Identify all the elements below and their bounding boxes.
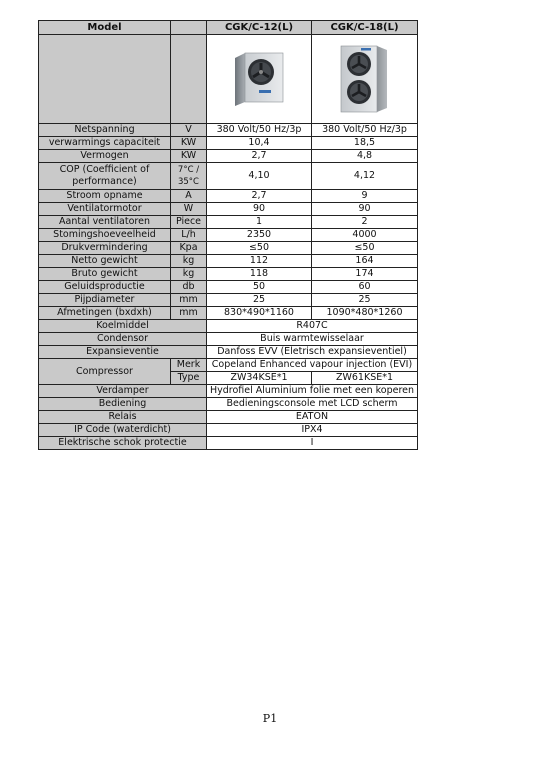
unit-stroom: A <box>171 190 207 203</box>
value-18: 380 Volt/50 Hz/3p <box>312 124 418 137</box>
value-type-12: ZW34KSE*1 <box>207 372 312 385</box>
label-geluid: Geluidsproductie <box>39 281 171 294</box>
value-18: 174 <box>312 268 418 281</box>
row-geluid <box>39 281 418 294</box>
row-netspanning <box>39 124 418 137</box>
row-vermogen <box>39 150 418 163</box>
row-stoming <box>39 229 418 242</box>
image-cell-18 <box>312 35 418 124</box>
unit-netspanning: V <box>171 124 207 137</box>
value-12: ≤50 <box>207 242 312 255</box>
label-bediening: Bediening <box>39 398 207 411</box>
row-bruto <box>39 268 418 281</box>
value-18: 1090*480*1260 <box>312 307 418 320</box>
row-bediening <box>39 398 418 411</box>
image-unit-cell <box>171 35 207 124</box>
value-bediening: Bedieningsconsole met LCD scherm <box>207 398 418 411</box>
value-relais: EATON <box>207 411 418 424</box>
unit-merk: Merk <box>171 359 207 372</box>
value-type-18: ZW61KSE*1 <box>312 372 418 385</box>
row-pijp <box>39 294 418 307</box>
label-koelmiddel: Koelmiddel <box>39 320 207 333</box>
row-netto <box>39 255 418 268</box>
label-netspanning: Netspanning <box>39 124 171 137</box>
row-condensor <box>39 333 418 346</box>
value-18: 4,8 <box>312 150 418 163</box>
value-12: 10,4 <box>207 137 312 150</box>
label-expansieventie: Expansieventie <box>39 346 207 359</box>
heat-pump-18-image <box>337 42 393 116</box>
label-verdamper: Verdamper <box>39 385 207 398</box>
row-koelmiddel <box>39 320 418 333</box>
value-18: 4,12 <box>312 163 418 190</box>
unit-type: Type <box>171 372 207 385</box>
value-18: 90 <box>312 203 418 216</box>
label-ventilatoren: Aantal ventilatoren <box>39 216 171 229</box>
label-schok: Elektrische schok protectie <box>39 437 207 450</box>
value-expansieventie: Danfoss EVV (Eletrisch expansieventiel) <box>207 346 418 359</box>
value-koelmiddel: R407C <box>207 320 418 333</box>
value-18: ≤50 <box>312 242 418 255</box>
value-merk: Copeland Enhanced vapour injection (EVI) <box>207 359 418 372</box>
label-stroom: Stroom opname <box>39 190 171 203</box>
value-12: 25 <box>207 294 312 307</box>
header-model: Model <box>39 21 171 35</box>
value-12: 118 <box>207 268 312 281</box>
label-ipcode: IP Code (waterdicht) <box>39 424 207 437</box>
header-unit <box>171 21 207 35</box>
label-afmetingen: Afmetingen (bxdxh) <box>39 307 171 320</box>
value-18: 164 <box>312 255 418 268</box>
value-schok: I <box>207 437 418 450</box>
unit-cop: 7°C / 35°C <box>171 163 207 190</box>
value-12: 1 <box>207 216 312 229</box>
value-12: 90 <box>207 203 312 216</box>
unit-vermogen: KW <box>171 150 207 163</box>
row-capaciteit <box>39 137 418 150</box>
label-condensor: Condensor <box>39 333 207 346</box>
image-label-cell <box>39 35 171 124</box>
unit-pijp: mm <box>171 294 207 307</box>
value-12: 2,7 <box>207 190 312 203</box>
unit-capaciteit: KW <box>171 137 207 150</box>
label-bruto: Bruto gewicht <box>39 268 171 281</box>
unit-netto: kg <box>171 255 207 268</box>
value-12: 4,10 <box>207 163 312 190</box>
label-ventilatormotor: Ventilatormotor <box>39 203 171 216</box>
value-18: 2 <box>312 216 418 229</box>
page-number: P1 <box>262 712 278 725</box>
value-12: 2350 <box>207 229 312 242</box>
row-relais <box>39 411 418 424</box>
value-ipcode: IPX4 <box>207 424 418 437</box>
label-druk: Drukvermindering <box>39 242 171 255</box>
label-vermogen: Vermogen <box>39 150 171 163</box>
value-18: 9 <box>312 190 418 203</box>
value-18: 25 <box>312 294 418 307</box>
header-model-18: CGK/C-18(L) <box>312 21 418 35</box>
value-18: 60 <box>312 281 418 294</box>
row-schok <box>39 437 418 450</box>
unit-afmetingen: mm <box>171 307 207 320</box>
label-compressor: Compressor <box>39 359 171 385</box>
value-12: 380 Volt/50 Hz/3p <box>207 124 312 137</box>
value-18: 18,5 <box>312 137 418 150</box>
row-ventilatormotor <box>39 203 418 216</box>
value-12: 2,7 <box>207 150 312 163</box>
unit-stoming: L/h <box>171 229 207 242</box>
label-stoming: Stomingshoeveelheid <box>39 229 171 242</box>
row-expansieventie <box>39 346 418 359</box>
header-model-12: CGK/C-12(L) <box>207 21 312 35</box>
image-cell-12 <box>207 35 312 124</box>
unit-druk: Kpa <box>171 242 207 255</box>
row-ventilatoren <box>39 216 418 229</box>
unit-ventilatoren: Piece <box>171 216 207 229</box>
value-18: 4000 <box>312 229 418 242</box>
value-12: 830*490*1160 <box>207 307 312 320</box>
row-druk <box>39 242 418 255</box>
label-netto: Netto gewicht <box>39 255 171 268</box>
header-row <box>39 21 418 35</box>
row-compressor-merk <box>39 359 418 372</box>
row-stroom <box>39 190 418 203</box>
value-12: 112 <box>207 255 312 268</box>
row-ipcode <box>39 424 418 437</box>
label-relais: Relais <box>39 411 207 424</box>
unit-geluid: db <box>171 281 207 294</box>
row-verdamper <box>39 385 418 398</box>
heat-pump-12-image <box>231 50 287 108</box>
unit-bruto: kg <box>171 268 207 281</box>
label-capaciteit: verwarmings capaciteit <box>39 137 171 150</box>
image-row <box>39 35 418 124</box>
row-cop <box>39 163 418 190</box>
unit-ventilatormotor: W <box>171 203 207 216</box>
label-cop: COP (Coefficient of performance) <box>39 163 171 190</box>
value-12: 50 <box>207 281 312 294</box>
value-verdamper: Hydrofiel Aluminium folie met een koperen <box>207 385 418 398</box>
value-condensor: Buis warmtewisselaar <box>207 333 418 346</box>
spec-table <box>38 20 418 450</box>
row-afmetingen <box>39 307 418 320</box>
label-pijp: Pijpdiameter <box>39 294 171 307</box>
